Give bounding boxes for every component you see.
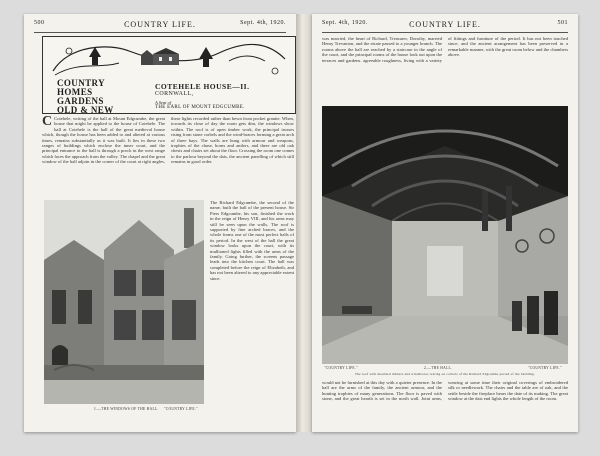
hall-interior-image: [322, 106, 568, 364]
series-title-line: HOMES: [57, 87, 93, 97]
left-body-text: [42, 116, 294, 196]
drop-cap: C: [42, 116, 53, 129]
right-page-header: [322, 20, 568, 30]
right-top-col2: agreeable roughness, living with a variety of fittings and furniture of the period. It has not been touched since, and the ancient arrangement has been preserved in a remarkable manner, with the great room below and the chambers above.: [363, 36, 568, 63]
left-header-rule: [34, 32, 286, 33]
series-title-line: OLD & NEW: [57, 105, 114, 115]
photo2-credit-right: "COUNTRY LIFE.": [528, 366, 562, 370]
series-banner: [42, 36, 296, 114]
article-owner: THE EARL OF MOUNT EDGCUMBE.: [155, 105, 245, 110]
series-title: [57, 79, 114, 115]
right-date: Sept. 4th, 1920.: [322, 20, 368, 26]
left-page: [24, 14, 296, 432]
series-title-line: GARDENS: [57, 96, 104, 106]
left-page-header: [34, 20, 286, 30]
right-page-number: 501: [557, 20, 568, 26]
right-header-rule: [322, 32, 568, 33]
left-narrow-column: [210, 200, 294, 404]
photo1-caption: 1.—THE WINDOWS OF THE HALL.: [94, 407, 159, 411]
left-masthead: COUNTRY LIFE.: [124, 20, 196, 29]
left-page-number: 500: [34, 20, 45, 26]
article-county: CORNWALL,: [155, 91, 194, 97]
right-bottom-col2: Joint arms, wearing at some time their original coverings of embroidered silk or needlework. The chairs and the table are of oak, and the settle beside the fireplace bears the date of its making. The great window at the dais end lights the whole length of the room.: [421, 380, 568, 402]
windows-of-hall-photo: [44, 200, 204, 404]
photo2-subcaption: The roof with moulded timbers and windbraces resting on corbels of the Richard Edgcumbe period of the building.: [354, 372, 536, 376]
photo2-credit-left: "COUNTRY LIFE.": [324, 366, 358, 370]
series-title-line: COUNTRY: [57, 78, 105, 88]
article-title: COTEHELE HOUSE—II.: [155, 82, 250, 91]
left-narrow-text: The Richard Edgcumbe, the second of the name, built the hall of the present house. Sir Piers Edgcumbe, his son, finished the work in the reign of Henry VIII, and his arms may still be seen upon the walls. The roof is supported by fine arched braces, and the whole forms one of the most perfect halls of its period. In the west of the hall the great window looks upon the court, with its mullioned lights filled with the arms of the family. Going further, the screens passage leads into the kitchen court. The hall was completed before the reign of Elizabeth, and has not been altered to any appreciable extent since.: [210, 200, 294, 281]
article-seat-of: A Seat of: [155, 100, 172, 105]
left-date: Sept. 4th, 1920.: [240, 20, 286, 26]
photo2-caption: 2.—THE HALL.: [424, 366, 453, 370]
right-top-text: [322, 36, 568, 98]
right-top-col1: was married, the heart of Richard, Treasurer, Dorothy, married Henry Trevanion, and the estate passed to a younger branch. The rooms above the hall are reached by a staircase in the angle of the court, and the principal rooms of the house look out upon the terraces and gardens.: [322, 36, 442, 63]
right-bottom-text: [322, 380, 568, 426]
right-masthead: COUNTRY LIFE.: [409, 20, 481, 29]
right-bottom-col1: would not be furnished at this day with a quieter presence. In the hall are the arms of the family, the ancient armour, and the hunting trophies of many generations. The floor is paved with stone, and the great hearth is set in the north wall.: [322, 380, 442, 402]
left-body-col2: than hewn from pocket granite. When, towards its close of day the room gets dim, the windows show within. The roof is of open timber work, the principal trusses rising from stone corbels and the wind-braces forming a great arch of three bays. The walls are hung with armour and weapons, trophies of the chase, horns and antlers, and there are old oak chests and chairs set about the floor. Crossing the room one comes to the parlour beyond the dais, the ancient panelling of which still remains in good order.: [171, 116, 294, 165]
house-exterior-image: [44, 200, 204, 404]
right-page: [312, 14, 578, 432]
house-vignette-illustration: [49, 41, 289, 79]
great-hall-photo: [322, 106, 568, 364]
left-body-col1: Cotehele, writing of the hall at Mount Edgcumbe, the great house that might be applied to the house of Cotehele. The hall at Cotehele is the hall of the great medieval house which, though the house has been added to and altered at various times, remains substantially as it was built. It lies in these two ranges of buildings which enclose the inner court, and the principal entrance to the hall is through a porch in the west range which faces the approach from the valley. The chapel and the great window of the hall adjoin in the corner of the court at right angles, these lights recorded rather: [42, 116, 222, 165]
spine-gutter: [296, 14, 312, 432]
photo1-credit: "COUNTRY LIFE.": [164, 407, 198, 411]
